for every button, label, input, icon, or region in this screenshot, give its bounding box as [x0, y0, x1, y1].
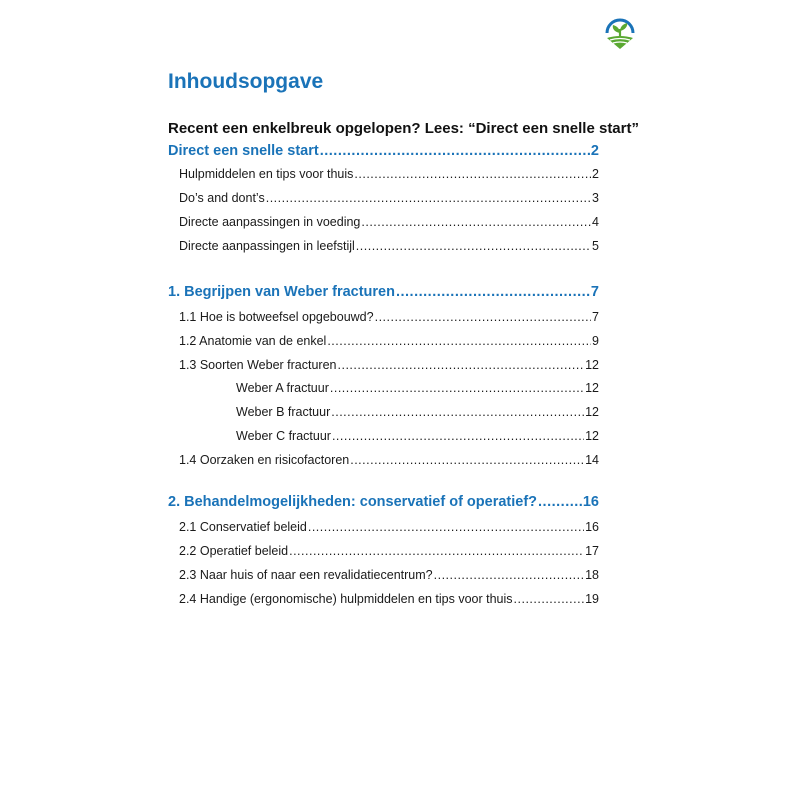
toc-page-number: 12: [585, 429, 599, 443]
toc-dot-leader: [356, 239, 591, 253]
toc-entry-label: Weber A fractuur: [236, 381, 329, 395]
toc-section-entry[interactable]: [168, 143, 599, 165]
toc-page-number: 7: [592, 310, 599, 324]
toc-entry[interactable]: [179, 453, 599, 471]
toc-page-number: 2: [592, 167, 599, 181]
toc-entry-label: Weber B fractuur: [236, 405, 331, 419]
toc-dot-leader: [308, 520, 584, 534]
toc-page-number: 12: [585, 358, 599, 372]
toc-entry[interactable]: [179, 520, 599, 538]
toc-entry-label: 1. Begrijpen van Weber fracturen: [168, 284, 395, 300]
toc-page-number: 16: [582, 494, 599, 510]
toc-entry-label: Directe aanpassingen in leefstijl: [179, 239, 355, 253]
toc-page-number: 14: [585, 453, 599, 467]
toc-entry[interactable]: [236, 381, 599, 399]
toc-page-number: 12: [585, 405, 599, 419]
toc-page-number: 3: [592, 191, 599, 205]
toc-dot-leader: [327, 334, 591, 348]
toc-entry[interactable]: [179, 239, 599, 257]
toc-entry-label: Weber C fractuur: [236, 429, 331, 443]
toc-entry[interactable]: [179, 358, 599, 376]
toc-entry[interactable]: [179, 191, 599, 209]
toc-dot-leader: [332, 429, 584, 443]
toc-entry-label: 2.1 Conservatief beleid: [179, 520, 307, 534]
toc-entry-label: 1.3 Soorten Weber fracturen: [179, 358, 337, 372]
toc-dot-leader: [396, 284, 590, 300]
toc-entry-label: 2.2 Operatief beleid: [179, 544, 289, 558]
toc-dot-leader: [375, 310, 591, 324]
toc-dot-leader: [338, 358, 585, 372]
toc-page-number: 12: [585, 381, 599, 395]
toc-entry[interactable]: [179, 215, 599, 233]
toc-page-number: 16: [585, 520, 599, 534]
toc-dot-leader: [354, 167, 591, 181]
toc-entry[interactable]: [236, 429, 599, 447]
toc-entry[interactable]: [236, 405, 599, 423]
toc-dot-leader: [331, 405, 584, 419]
toc-dot-leader: [266, 191, 591, 205]
toc-page-number: 7: [590, 284, 599, 300]
toc-page-number: 5: [592, 239, 599, 253]
toc-entry-label: Direct een snelle start: [168, 143, 319, 159]
toc-entry-label: 2.4 Handige (ergonomische) hulpmiddelen en tips voor thuis: [179, 592, 513, 606]
toc-entry-label: 2.3 Naar huis of naar een revalidatiecentrum?: [179, 568, 433, 582]
toc-entry[interactable]: [179, 592, 599, 610]
toc-page-number: 18: [585, 568, 599, 582]
toc-entry-label: 1.2 Anatomie van de enkel: [179, 334, 327, 348]
toc-entry[interactable]: [179, 334, 599, 352]
toc-entry-label: Do’s and dont’s: [179, 191, 265, 205]
toc-section-entry[interactable]: [168, 494, 599, 516]
toc-dot-leader: [289, 544, 584, 558]
toc-dot-leader: [320, 143, 590, 159]
toc-entry[interactable]: [179, 167, 599, 185]
toc-entry-label: 2. Behandelmogelijkheden: conservatief of operatief?: [168, 494, 538, 510]
toc-dot-leader: [514, 592, 585, 606]
toc-entry[interactable]: [179, 310, 599, 328]
toc-page-number: 9: [592, 334, 599, 348]
toc-entry[interactable]: [179, 544, 599, 562]
page-title: Inhoudsopgave: [168, 70, 324, 93]
intro-heading: Recent een enkelbreuk opgelopen? Lees: “Direct een snelle start”: [168, 120, 639, 137]
toc-page-number: 4: [592, 215, 599, 229]
toc-page-number: 2: [590, 143, 599, 159]
toc-entry[interactable]: [179, 568, 599, 586]
toc-entry-label: Hulpmiddelen en tips voor thuis: [179, 167, 354, 181]
toc-section-entry[interactable]: [168, 284, 599, 306]
toc-dot-leader: [350, 453, 584, 467]
toc-entry-label: 1.1 Hoe is botweefsel opgebouwd?: [179, 310, 374, 324]
toc-dot-leader: [434, 568, 584, 582]
toc-dot-leader: [538, 494, 582, 510]
toc-dot-leader: [330, 381, 584, 395]
toc-dot-leader: [361, 215, 591, 229]
toc-entry-label: 1.4 Oorzaken en risicofactoren: [179, 453, 350, 467]
toc-page-number: 17: [585, 544, 599, 558]
toc-entry-label: Directe aanpassingen in voeding: [179, 215, 361, 229]
toc-page-number: 19: [585, 592, 599, 606]
